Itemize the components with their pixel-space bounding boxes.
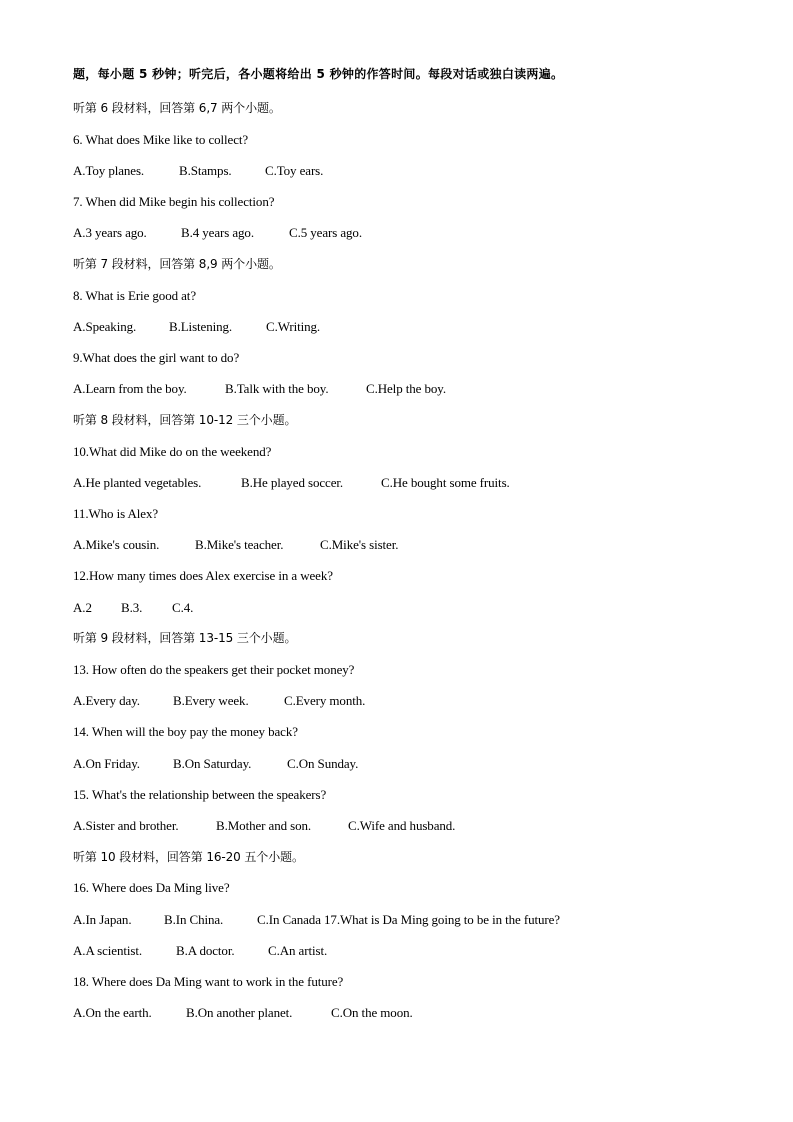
option-c: C.5 years ago.: [289, 225, 362, 240]
question-7: 7. When did Mike begin his collection?: [73, 194, 275, 209]
option-c: C.He bought some fruits.: [381, 475, 510, 490]
option-c: C.Writing.: [266, 319, 321, 334]
option-c: C.Help the boy.: [366, 381, 446, 396]
question-10-options: [73, 475, 510, 491]
option-c: C.Toy ears.: [265, 163, 324, 178]
question-6-options: [73, 163, 323, 179]
option-a: A.Speaking.: [73, 319, 137, 334]
question-8: 8. What is Erie good at?: [73, 288, 196, 303]
option-a: A.In Japan.: [73, 912, 132, 927]
section-instructions: 题，每小题 5 秒钟；听完后，各小题将给出 5 秒钟的作答时间。每段对话或独白读两遍。: [73, 67, 564, 81]
question-6: 6. What does Mike like to collect?: [73, 132, 249, 147]
question-12: 12.How many times does Alex exercise in a week?: [73, 568, 333, 583]
question-15-options: [73, 818, 455, 834]
option-c: C.Mike's sister.: [320, 537, 399, 552]
question-13-options: [73, 693, 365, 709]
option-a: A.A scientist.: [73, 943, 143, 958]
option-c: C.4.: [172, 600, 194, 615]
option-b: B.Listening.: [169, 319, 233, 334]
option-b: B.3.: [121, 600, 143, 615]
option-c: C.On the moon.: [331, 1005, 413, 1020]
question-9: 9.What does the girl want to do?: [73, 350, 240, 365]
option-b: B.Talk with the boy.: [225, 381, 329, 396]
option-b: B.He played soccer.: [241, 475, 344, 490]
option-a: A.Learn from the boy.: [73, 381, 187, 396]
passage-7-heading: 听第 7 段材料，回答第 8,9 两个小题。: [73, 257, 281, 271]
option-c: C.Wife and husband.: [348, 818, 456, 833]
question-17-options: [73, 943, 327, 959]
question-11-options: [73, 537, 398, 553]
option-c: C.Every month.: [284, 693, 366, 708]
question-10: 10.What did Mike do on the weekend?: [73, 444, 272, 459]
question-16: 16. Where does Da Ming live?: [73, 880, 230, 895]
option-a: A.2: [73, 600, 92, 615]
option-a: A.Toy planes.: [73, 163, 145, 178]
option-b: B.4 years ago.: [181, 225, 254, 240]
option-b: B.A doctor.: [176, 943, 235, 958]
question-18: 18. Where does Da Ming want to work in the future?: [73, 974, 344, 989]
option-b: B.Mother and son.: [216, 818, 312, 833]
passage-10-heading: 听第 10 段材料，回答第 16-20 五个小题。: [73, 850, 304, 864]
question-9-options: [73, 381, 446, 397]
option-a: A.On Friday.: [73, 756, 140, 771]
passage-9-heading: 听第 9 段材料，回答第 13-15 三个小题。: [73, 631, 297, 645]
option-a: A.Mike's cousin.: [73, 537, 160, 552]
question-15: 15. What's the relationship between the speakers?: [73, 787, 327, 802]
question-16-options: [73, 912, 560, 928]
option-a: A.Every day.: [73, 693, 140, 708]
question-12-options: [73, 600, 193, 616]
question-11: 11.Who is Alex?: [73, 506, 159, 521]
option-c: C.In Canada 17.What is Da Ming going to be in the future?: [257, 912, 560, 927]
passage-8-heading: 听第 8 段材料，回答第 10-12 三个小题。: [73, 413, 297, 427]
option-b: B.Stamps.: [179, 163, 232, 178]
question-14: 14. When will the boy pay the money back?: [73, 724, 298, 739]
question-18-options: [73, 1005, 413, 1021]
question-14-options: [73, 756, 358, 772]
option-c: C.An artist.: [268, 943, 328, 958]
option-c: C.On Sunday.: [287, 756, 359, 771]
option-b: B.On Saturday.: [173, 756, 252, 771]
option-b: B.In China.: [164, 912, 224, 927]
option-a: A.Sister and brother.: [73, 818, 179, 833]
option-b: B.Mike's teacher.: [195, 537, 284, 552]
option-a: A.He planted vegetables.: [73, 475, 202, 490]
option-b: B.On another planet.: [186, 1005, 293, 1020]
option-a: A.3 years ago.: [73, 225, 147, 240]
option-a: A.On the earth.: [73, 1005, 152, 1020]
passage-6-heading: 听第 6 段材料，回答第 6,7 两个小题。: [73, 101, 281, 115]
question-13: 13. How often do the speakers get their pocket money?: [73, 662, 355, 677]
option-b: B.Every week.: [173, 693, 249, 708]
question-7-options: [73, 225, 362, 241]
question-8-options: [73, 319, 320, 335]
